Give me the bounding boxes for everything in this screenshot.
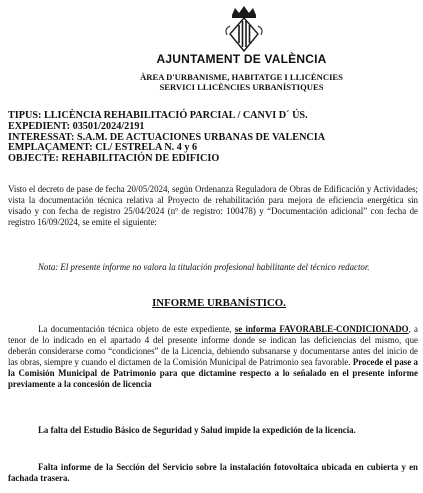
report-text-conditions: , a tenor de lo indicado en el apartado 4 del presente informe donde se indican las deficiencias del mismo, que deberán considerarse como “condiciones” de la Licencia, debiendo subsanarse y documentarse antes del inicio de las obras, siempre y cuando el dictamen de la Comisión Municipal de Patrimonio sea favorable. [8,324,418,368]
intro-paragraph: Visto el decreto de pase de fecha 20/05/2024, según Ordenanza Reguladora de Obras de Edificación y Actividades; vista la documentación técnica relativa al Proyecto de rehabilitación para mejora de eficiencia energética sin visado y con fecha de registro 25/04/2024 (nº de registro: 100478) y “Documentación adicional” con fecha de registro 16/09/2024, se emite el siguiente: [8,184,418,228]
report-heading: INFORME URBANÍSTICO. [152,297,286,309]
license-type: TIPUS: LLICÈNCIA REHABILITACIÓ PARCIAL / CANVI D´ ÚS. [8,110,308,121]
safety-paragraph: La falta del Estudio Básico de Seguridad y Salud impide la expedición de la licencia. [38,425,356,435]
note-paragraph: Nota: El presente informe no valora la titulación profesional habilitante del técnico redactor. [38,262,370,272]
report-verdict: se informa FAVORABLE-CONDICIONADO [234,324,409,334]
report-paragraph [8,324,418,391]
organization-name: AJUNTAMENT DE VALÈNCIA [156,52,327,66]
applicant: INTERESSAT: S.A.M. DE ACTUACIONES URBANAS DE VALENCIA [8,131,326,143]
report-text-intro: La documentación técnica objeto de este expediente, [38,324,235,334]
city-coat-of-arms-icon [223,5,265,53]
object: OBJECTE: REHABILITACIÓN DE EDIFICIO [8,153,220,165]
department-line: ÀREA D'URBANISME, HABITATGE I LLICÈNCIES [140,72,343,82]
case-info-block [8,111,418,165]
location: EMPLAÇAMENT: CL/ ESTRELA N. 4 y 6 [8,142,198,154]
report-text-heritage: Procede el pase a la Comisión Municipal de Patrimonio para que dictamine respecto a lo señalado en el presente informe previamente a la concesión de licencia [8,357,418,390]
department-block [60,72,423,92]
solar-paragraph: Falta informe de la Sección del Servicio sobre la instalación fotovoltaica ubicada en cubierta y en fachada trasera. [8,462,418,484]
file-number: EXPEDIENT: 03501/2024/2191 [8,120,145,132]
service-line: SERVICI LLICÈNCIES URBANÍSTIQUES [159,82,324,92]
